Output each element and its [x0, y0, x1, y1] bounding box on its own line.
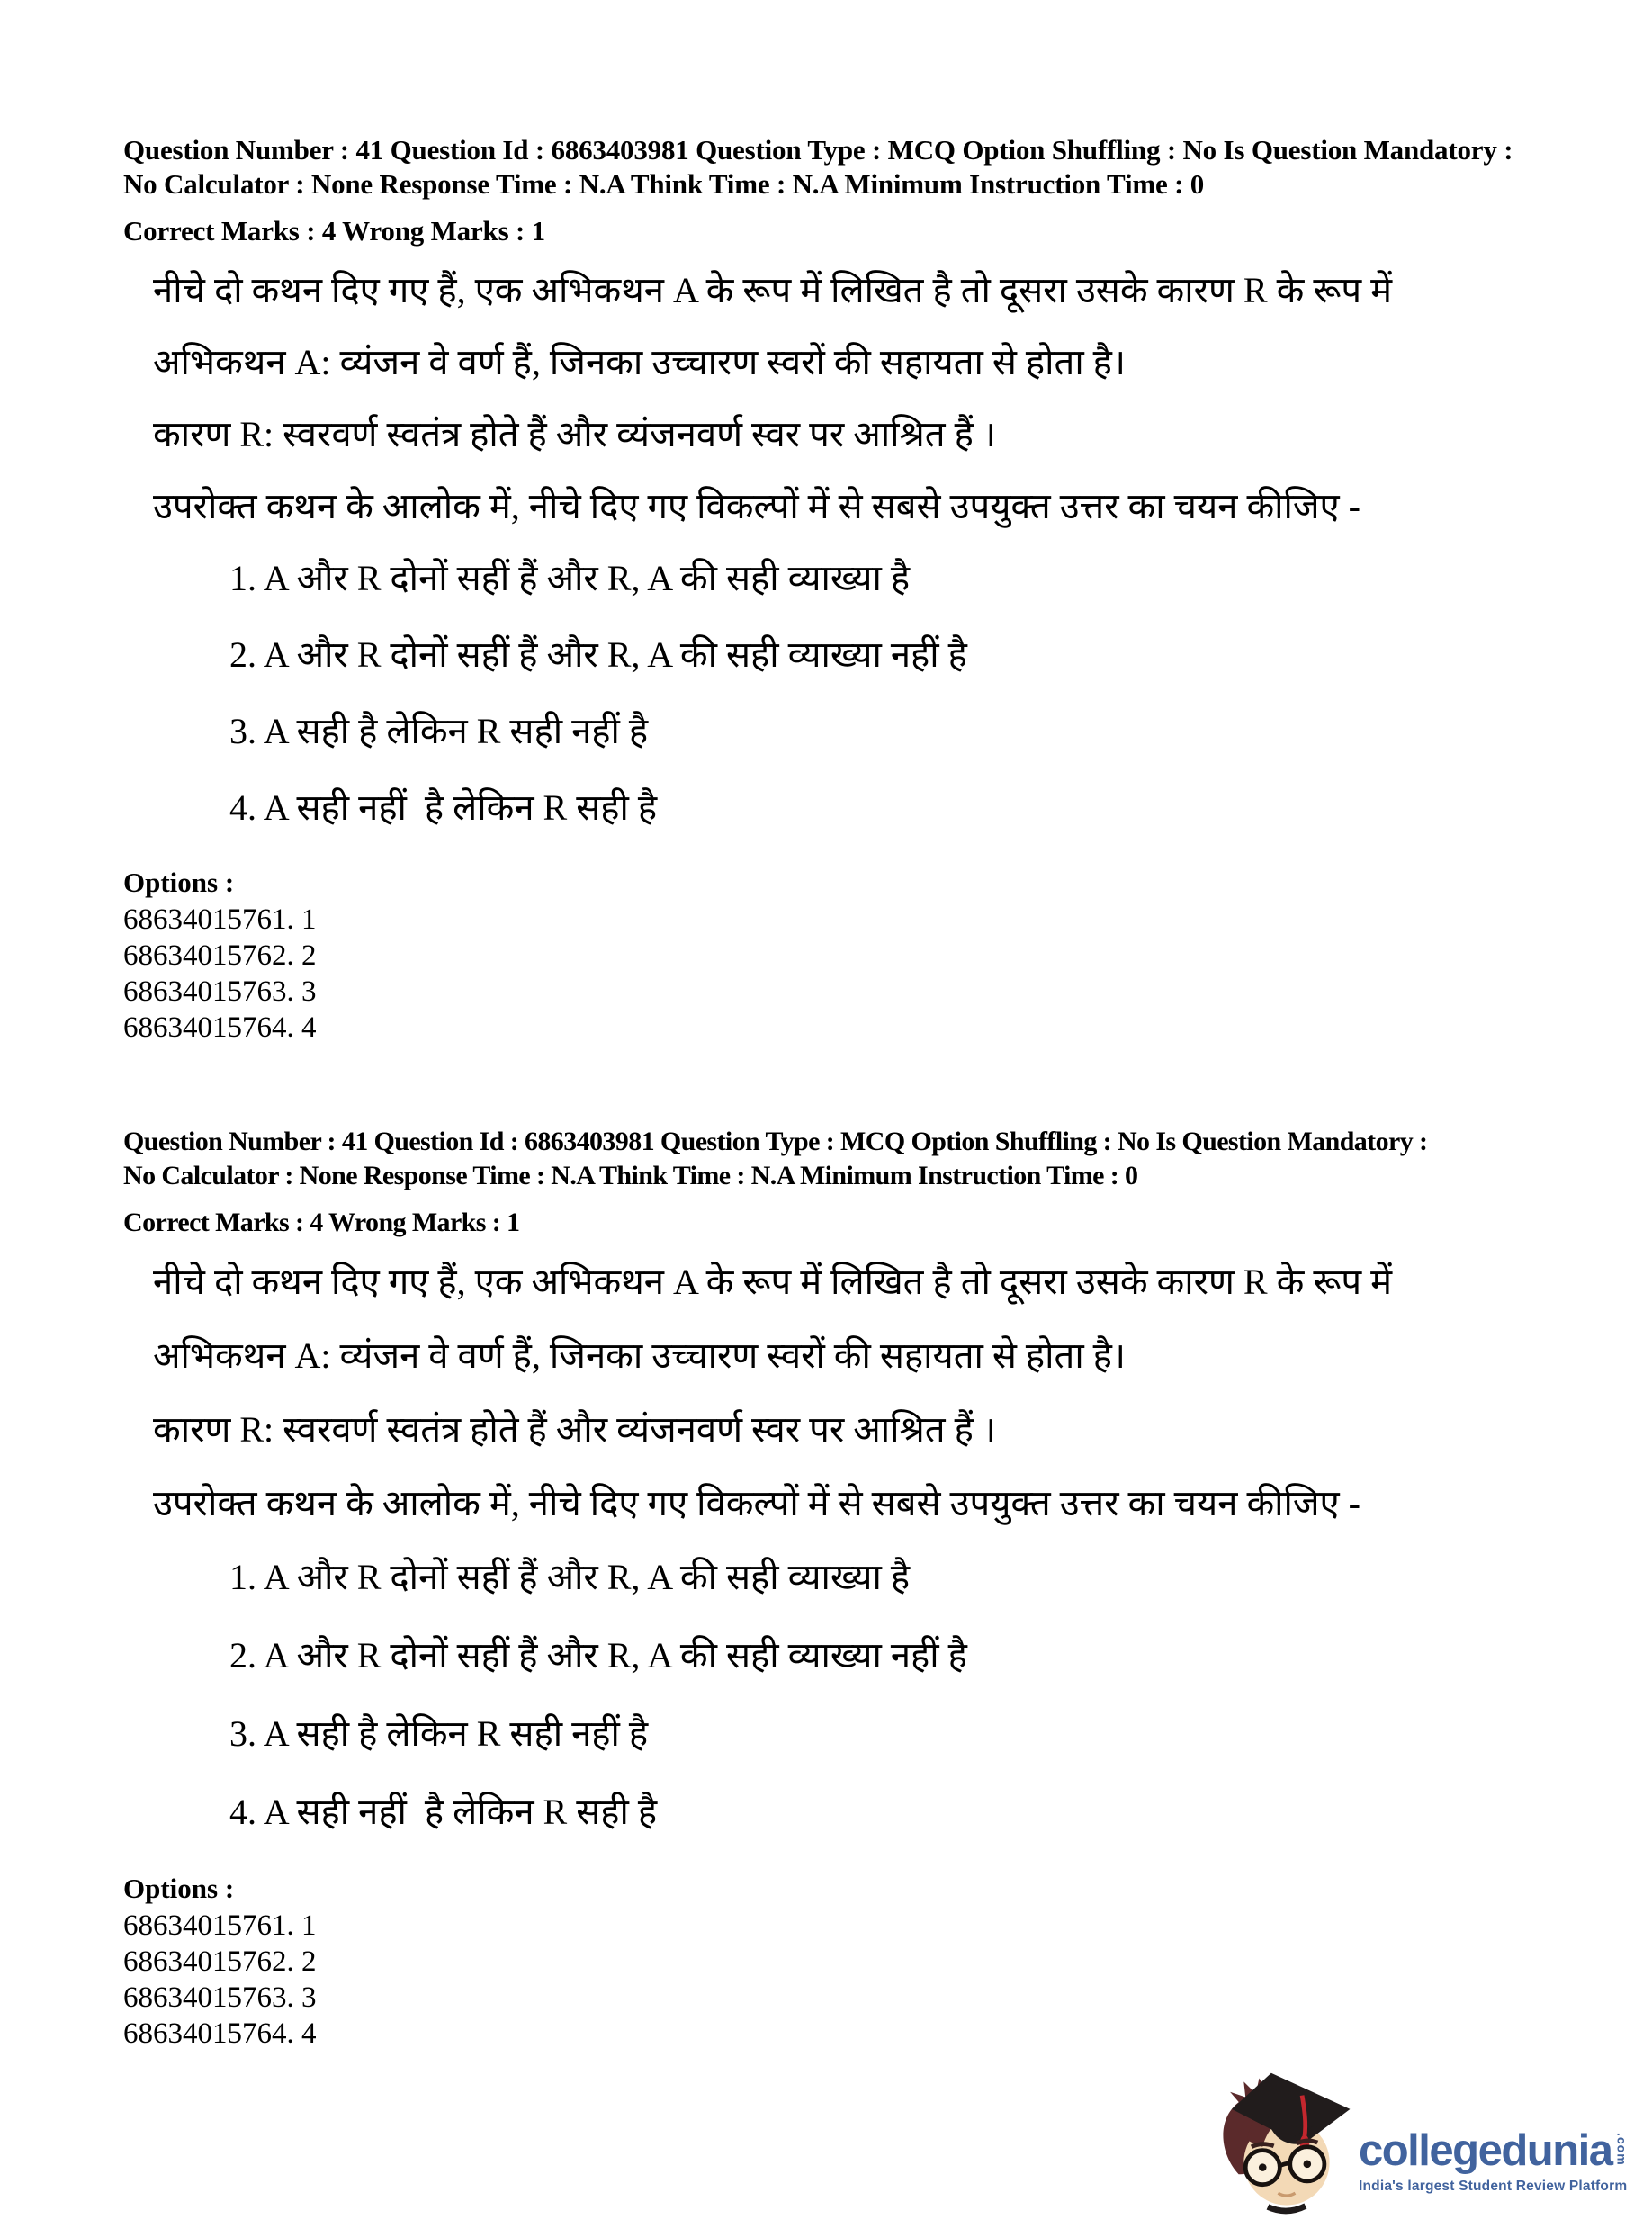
- question-text-line: अभिकथन A: व्यंजन वे वर्ण हैं, जिनका उच्चारण स्वरों की सहायता से होता है।: [153, 1335, 1127, 1376]
- option-id-3: 68634015763. 3: [123, 975, 317, 1008]
- question-meta-line-1: Question Number : 41 Question Id : 6863403981 Question Type : MCQ Option Shuffling : No Is Question Mandatory :: [123, 134, 1513, 166]
- answer-choice-4: 4. A सही नहीं है लेकिन R सही है: [229, 1792, 658, 1832]
- brand-name: collegedunia: [1359, 2126, 1612, 2175]
- answer-choice-1: 1. A और R दोनों सहीं हैं और R, A की सही व्याख्या है: [229, 558, 911, 598]
- question-marks-line: Correct Marks : 4 Wrong Marks : 1: [123, 1208, 520, 1237]
- options-id-list: [123, 1870, 1598, 2052]
- option-id-2: 68634015762. 2: [123, 1945, 317, 1978]
- answer-choices: [229, 1557, 1598, 1833]
- answer-choice-1: 1. A और R दोनों सहीं हैं और R, A की सही व्याख्या है: [229, 1557, 911, 1597]
- question-text-line: उपरोक्त कथन के आलोक में, नीचे दिए गए विकल्पों में से सबसे उपयुक्त उत्तर का चयन कीजिए -: [153, 1483, 1360, 1523]
- answer-choice-2: 2. A और R दोनों सहीं हैं और R, A की सही व्याख्या नहीं है: [229, 634, 967, 675]
- question-meta: [123, 1125, 1598, 1240]
- question-meta-line-2: No Calculator : None Response Time : N.A Think Time : N.A Minimum Instruction Time : 0: [123, 168, 1205, 200]
- collegedunia-logo-text: [1359, 2126, 1630, 2195]
- option-id-1: 68634015761. 1: [123, 1909, 317, 1942]
- question-meta-line-1: Question Number : 41 Question Id : 6863403981 Question Type : MCQ Option Shuffling : No Is Question Mandatory :: [123, 1127, 1428, 1156]
- option-id-1: 68634015761. 1: [123, 903, 317, 936]
- question-text-line: कारण R: स्वरवर्ण स्वतंत्र होते हैं और व्यंजनवर्ण स्वर पर आश्रित हैं ।: [153, 1409, 996, 1450]
- question-block-1: [0, 0, 1652, 1046]
- answer-choice-3: 3. A सही है लेकिन R सही नहीं है: [229, 1713, 649, 1754]
- answer-choice-3: 3. A सही है लेकिन R सही नहीं है: [229, 711, 649, 751]
- question-meta: [123, 133, 1598, 248]
- option-id-3: 68634015763. 3: [123, 1981, 317, 2014]
- answer-choices: [229, 558, 1598, 829]
- options-label: Options :: [123, 1873, 235, 1904]
- question-text: [153, 270, 1598, 829]
- question-text-line: अभिकथन A: व्यंजन वे वर्ण हैं, जिनका उच्चारण स्वरों की सहायता से होता है।: [153, 342, 1127, 382]
- option-id-4: 68634015764. 4: [123, 1011, 317, 1044]
- option-id-2: 68634015762. 2: [123, 939, 317, 972]
- question-text-line: उपरोक्त कथन के आलोक में, नीचे दिए गए विकल्पों में से सबसे उपयुक्त उत्तर का चयन कीजिए -: [153, 486, 1360, 526]
- brand-tld: .com: [1614, 2133, 1630, 2166]
- answer-choice-4: 4. A सही नहीं है लेकिन R सही है: [229, 787, 658, 828]
- options-id-list: [123, 864, 1598, 1046]
- brand-tagline: India's largest Student Review Platform: [1359, 2179, 1628, 2194]
- question-text: [153, 1262, 1598, 1833]
- question-text-line: नीचे दो कथन दिए गए हैं, एक अभिकथन A के रूप में लिखित है तो दूसरा उसके कारण R के रूप में: [153, 1262, 1393, 1302]
- options-label: Options :: [123, 867, 235, 898]
- question-text-line: कारण R: स्वरवर्ण स्वतंत्र होते हैं और व्यंजनवर्ण स्वर पर आश्रित हैं ।: [153, 414, 996, 454]
- question-marks-line: Correct Marks : 4 Wrong Marks : 1: [123, 215, 545, 247]
- question-meta-line-2: No Calculator : None Response Time : N.A Think Time : N.A Minimum Instruction Time : 0: [123, 1161, 1138, 1190]
- question-text-line: नीचे दो कथन दिए गए हैं, एक अभिकथन A के रूप में लिखित है तो दूसरा उसके कारण R के रूप में: [153, 270, 1393, 310]
- question-block-2: [0, 1125, 1652, 2052]
- collegedunia-mascot-icon: [1213, 2066, 1359, 2219]
- collegedunia-logo: [1213, 2066, 1636, 2224]
- answer-choice-2: 2. A और R दोनों सहीं हैं और R, A की सही व्याख्या नहीं है: [229, 1635, 967, 1675]
- option-id-4: 68634015764. 4: [123, 2017, 317, 2050]
